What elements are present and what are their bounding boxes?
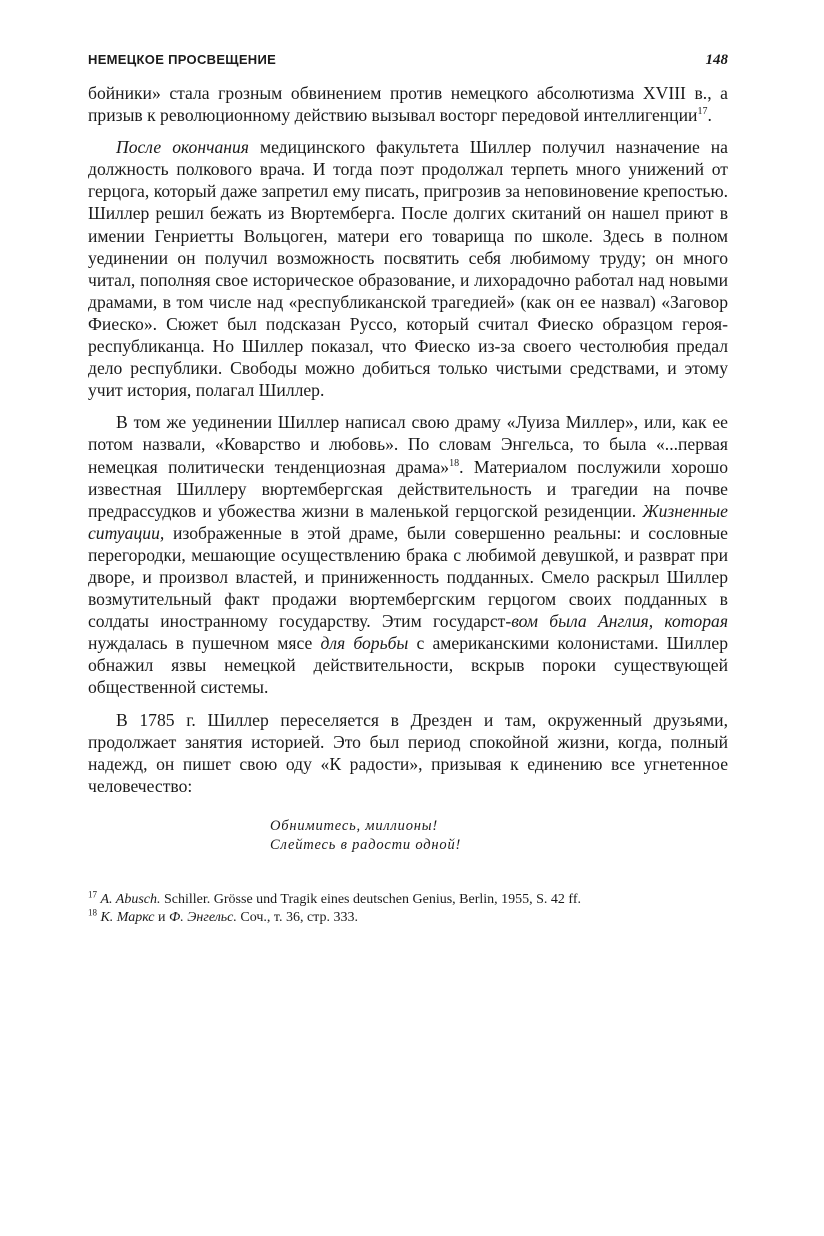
footnote-text: Schiller. Grösse und Tragik eines deutschen Genius, Berlin, 1955, S. 42 ff. (160, 891, 582, 907)
paragraph-2 (88, 136, 728, 401)
poem-line-2: Слейтесь в радости одной! (270, 836, 462, 853)
running-head: НЕМЕЦКОЕ ПРОСВЕЩЕНИЕ (88, 52, 277, 67)
footnote-text: Соч., т. 36, стр. 333. (236, 909, 358, 925)
footnote-ref-18: 18 (449, 457, 460, 469)
footnote-author-2: Ф. Энгельс. (169, 909, 237, 925)
paragraph-3-text-a: В том же уединении Шиллер написал свою драму «Луиза Миллер», или, как ее потом назвали, «Коварство и любовь». По словам Энгельса, то была «...первая немецкая политически тенденциозная драма» (88, 412, 728, 477)
footnote-author: К. Маркс (100, 909, 155, 925)
poem-quote (270, 817, 728, 855)
footnote-author: A. Abusch. (100, 891, 161, 907)
paragraph-3 (88, 411, 728, 698)
paragraph-4 (88, 709, 728, 797)
paragraph-3-italic-2: вом была Англия, которая (511, 611, 728, 632)
paragraph-2-text: медицинского факультета Шиллер получил назначение на должность полкового врача. И тогда поэт продолжал терпеть много унижений от герцога, который даже запретил ему писать, пригрозив за неповиновение крепостью. Шиллер решил бежать из Вюртемберга. После долгих скитаний он нашел приют в имении Генриетты Вольцоген, матери его товарища по школе. Здесь в полном уединении он получил возможность посвятить себя любимому труду; он много читал, пополняя свое историческое образование, и лихорадочно работал над новыми драмами, в том числе над «республиканской трагедией» (как он ее назвал) «Заговор Фиеско». Сюжет был подсказан Руссо, который считал Фиеско образцом героя-республиканца. Но Шиллер показал, что Фиеско из-за своего честолюбия предал дело республики. Свободы можно добиться только чистыми средствами, и этому учит история, полагал Шиллер. (88, 137, 728, 401)
poem-line-1: Обнимитесь, миллионы! (270, 817, 439, 834)
paragraph-3-italic-3: для борьбы (320, 633, 409, 654)
paragraph-2-italic: После окончания (116, 137, 249, 158)
paragraph-1-end: . (707, 105, 712, 126)
paragraph-3-text-e: с американскими колонистами. Шиллер обнажил язвы немецкой действительности, вскрыв пороки существующей общественной системы. (88, 633, 728, 698)
page-header (88, 52, 728, 82)
footnote-17 (88, 891, 728, 909)
body-text (88, 82, 728, 797)
footnote-conjunction: и (154, 909, 169, 925)
paragraph-3-italic: Жизненные ситуации, (88, 500, 728, 543)
footnotes (88, 891, 728, 927)
paragraph-1-text: бойники» стала грозным обвинением против немецкого абсолютизма XVIII в., а призыв к революционному действию вызывал восторг передовой интеллигенции (88, 83, 728, 126)
paragraph-3-text-b: . Материалом послужили хорошо известная Шиллеру вюртембергская действительность и трагедии на почве предрассудков и убожества жизни в маленькой герцогской резиденции. (88, 456, 728, 521)
page-number: 148 (705, 52, 728, 68)
page (88, 52, 728, 927)
footnote-number: 17 (88, 889, 97, 900)
footnote-ref-17: 17 (697, 106, 708, 118)
paragraph-3-text-c: изображенные в этой драме, были совершенно реальны: и сословные перегородки, мешающие осуществлению брака с любимой девушкой, и разврат при дворе, и произвол властей, и приниженность подданных. Смело раскрыл Шиллер возмутительный факт продажи вюртембергским герцогом своих подданных в солдаты иностранному государству. Этим государст- (88, 522, 728, 632)
footnote-18 (88, 909, 728, 927)
footnote-number: 18 (88, 907, 97, 918)
paragraph-1 (88, 82, 728, 126)
paragraph-4-text: В 1785 г. Шиллер переселяется в Дрезден и там, окруженный друзьями, продолжает занятия историей. Это был период спокойной жизни, когда, полный надежд, он пишет свою оду «К радости», призывая к единению все угнетенное человечество: (88, 709, 728, 796)
paragraph-3-text-d: нуждалась в пушечном мясе (88, 633, 321, 654)
